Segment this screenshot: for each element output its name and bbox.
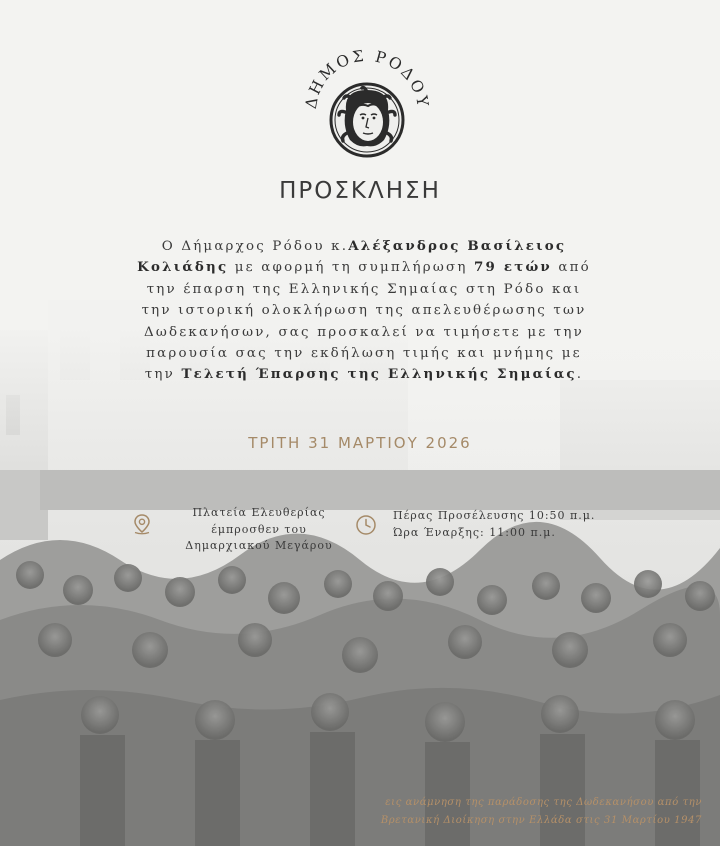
anniversary-years: 79 ετών xyxy=(474,259,552,276)
event-date: ΤΡΙΤΗ 31 ΜΑΡΤΙΟΥ 2026 xyxy=(248,434,472,452)
location-pin-icon xyxy=(131,513,153,535)
location-line: Πλατεία Ελευθερίας xyxy=(192,506,326,519)
body-text: την ιστορική ολοκλήρωση της απελευθέρωσης των xyxy=(141,303,587,319)
commemoration-footnote xyxy=(330,794,702,830)
footnote-line: Βρετανική Διοίκηση στην Ελλάδα στις 31 Μαρτίου 1947 xyxy=(380,815,702,826)
location-line: έμπροσθεν του xyxy=(211,522,307,536)
mayor-name: Αλέξανδρος Βασίλειος xyxy=(348,238,567,254)
body-text: με αφορμή τη συμπλήρωση xyxy=(228,260,474,276)
body-text: την έπαρση της Ελληνικής Σημαίας στη Ρόδο και xyxy=(146,281,582,297)
municipality-seal-logo xyxy=(302,48,432,160)
body-text: Ο Δήμαρχος Ρόδου κ. xyxy=(161,239,349,254)
location-line: Δημαρχιακού Μεγάρου xyxy=(185,539,333,552)
mayor-surname: Κολιάδης xyxy=(137,259,229,276)
body-text: από xyxy=(551,260,591,276)
event-location xyxy=(174,505,344,555)
ceremony-name: Τελετή Έπαρσης της Ελληνικής Σημαίας xyxy=(181,366,577,383)
svg-text:ΔΗΜΟΣ ΡΟΔΟΥ: ΔΗΜΟΣ ΡΟΔΟΥ xyxy=(302,48,432,111)
body-text: την xyxy=(144,367,182,383)
body-text: Δωδεκανήσων, σας προσκαλεί να τιμήσετε με την xyxy=(143,324,584,340)
event-time xyxy=(393,508,623,541)
clock-icon xyxy=(355,514,377,536)
arrival-time: Πέρας Προσέλευσης 10:50 π.μ. xyxy=(393,509,596,522)
body-text: παρουσία σας την εκδήλωση τιμής και μνήμης με xyxy=(146,346,582,362)
body-text: . xyxy=(576,367,584,383)
footnote-line: εις ανάμνηση της παράδοσης της Δωδεκανήσου από την xyxy=(385,797,702,808)
invitation-body xyxy=(118,236,610,386)
invitation-title: ΠΡΟΣΚΛΗΣΗ xyxy=(279,178,441,204)
start-time: Ώρα Έναρξης: 11:00 π.μ. xyxy=(393,525,556,539)
